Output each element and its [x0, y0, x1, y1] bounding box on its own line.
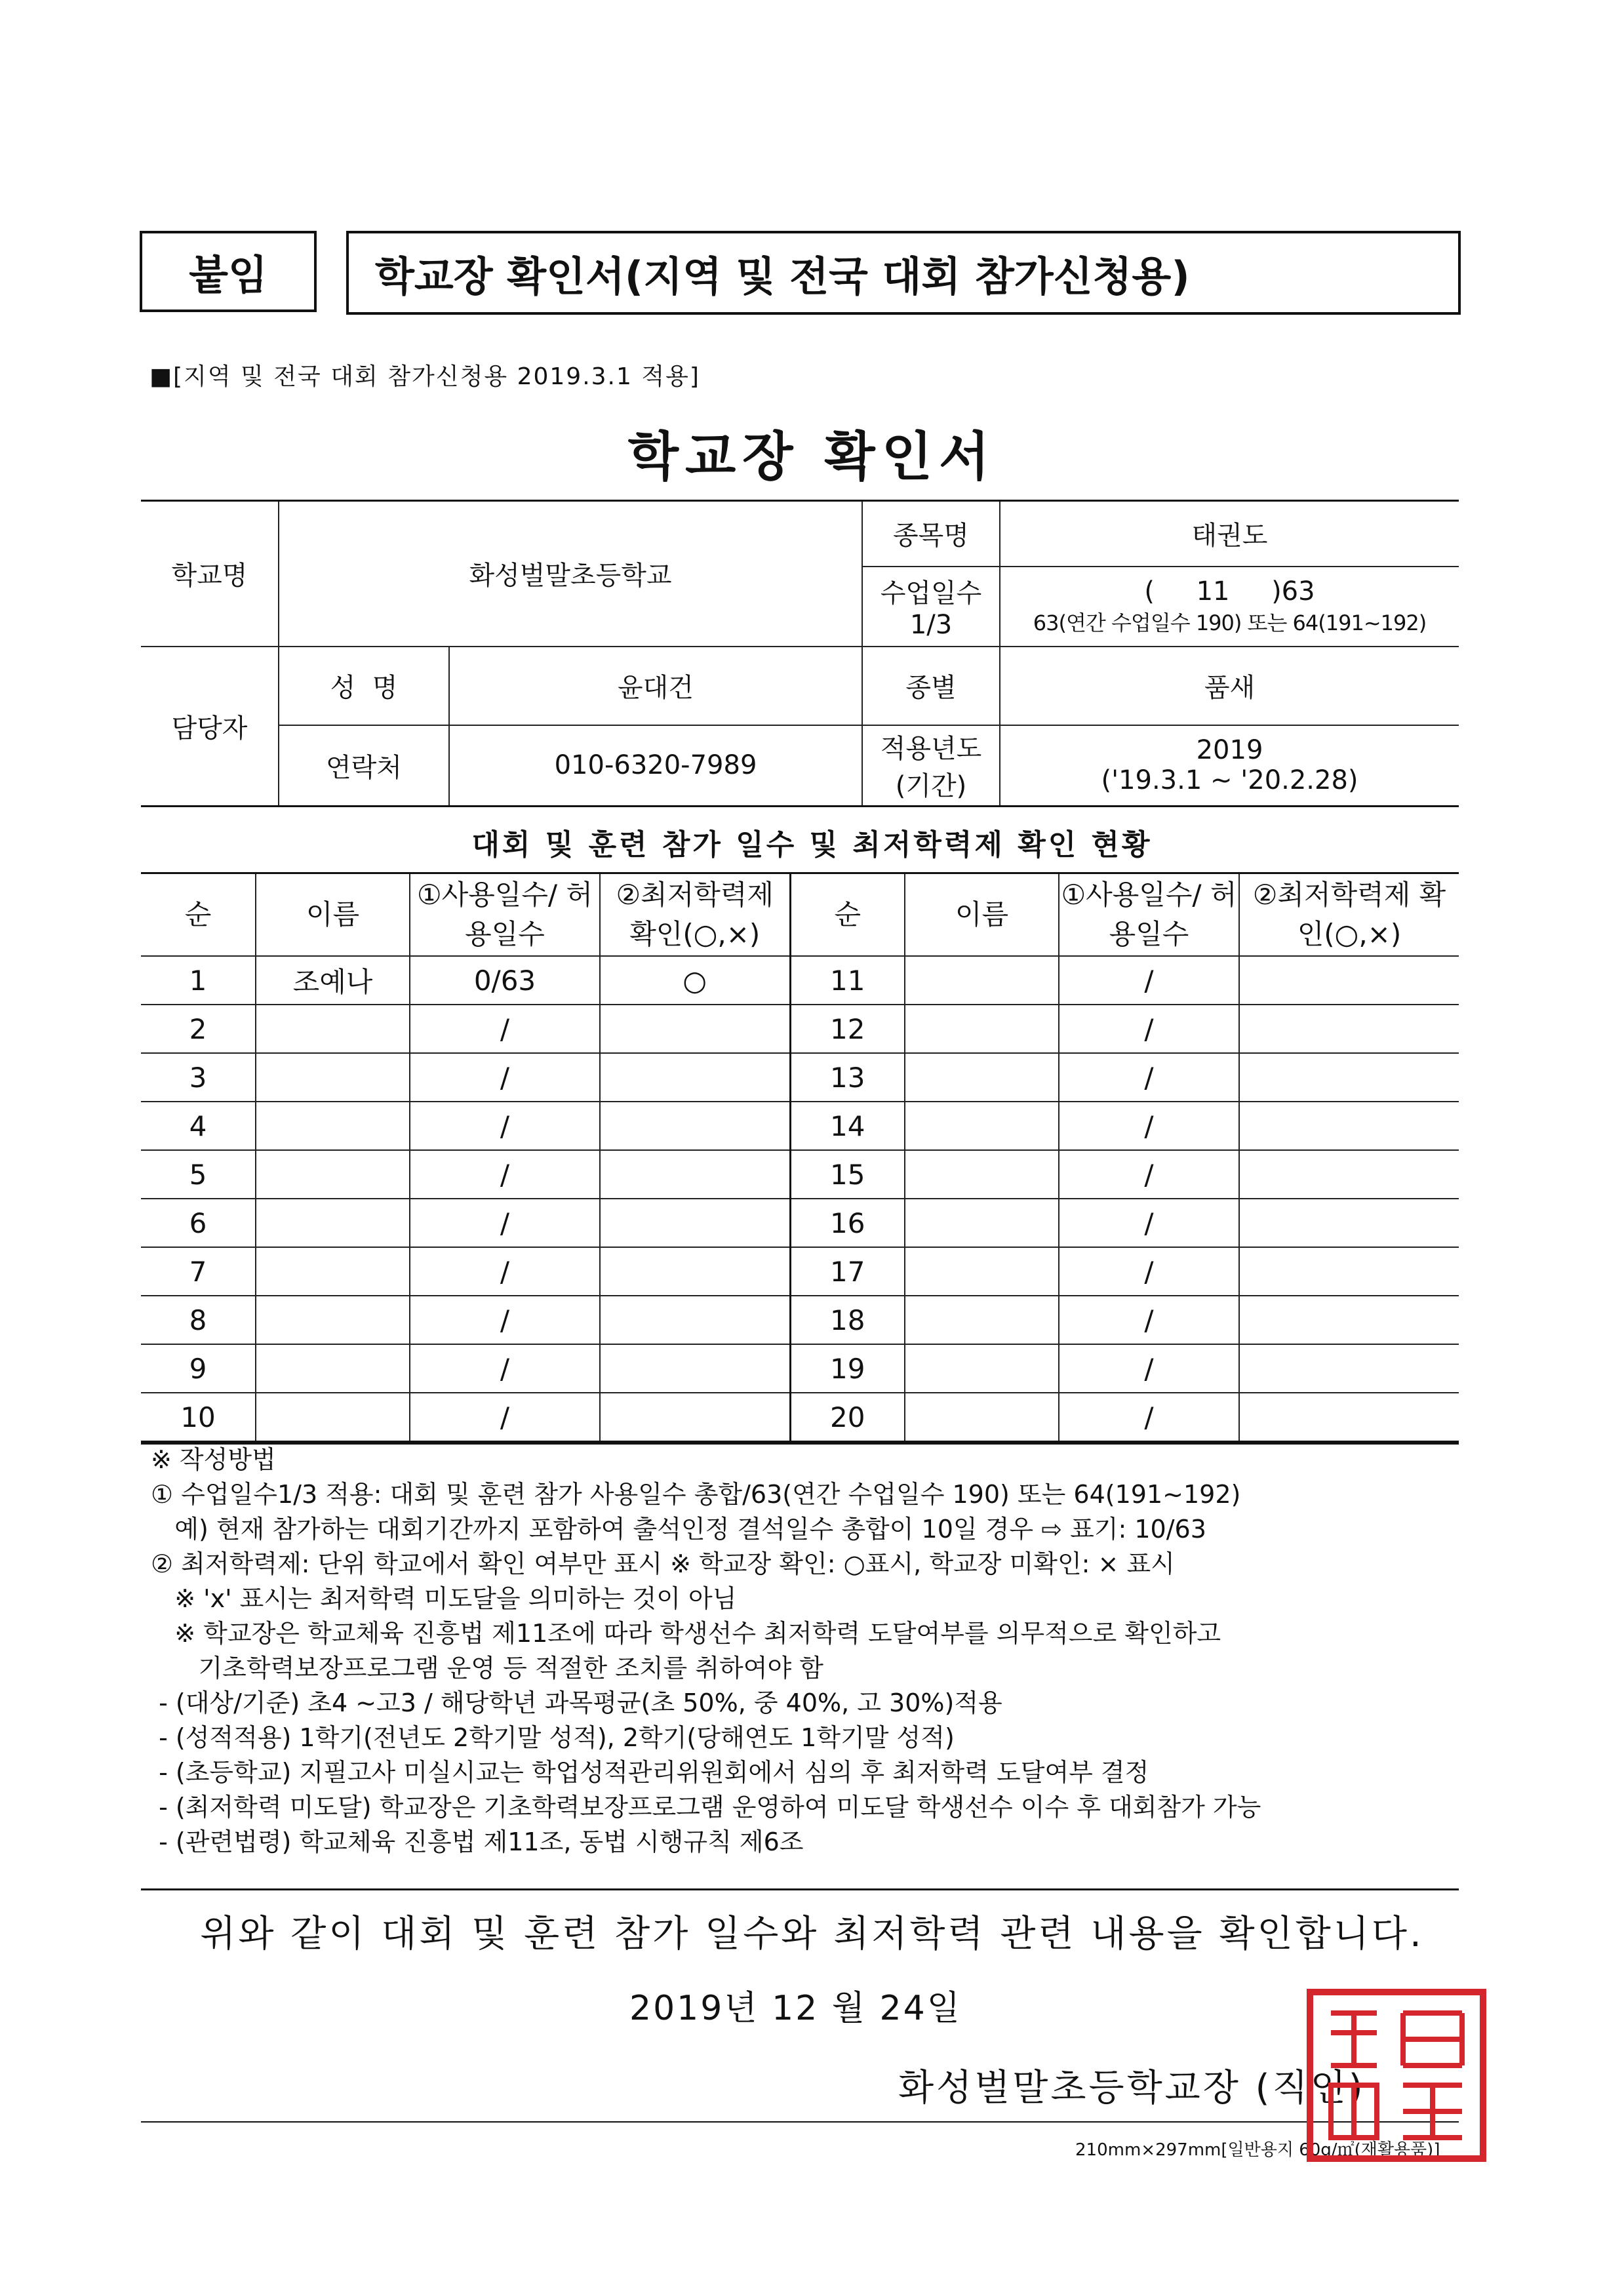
cell-name [256, 1247, 410, 1296]
cell-no: 10 [141, 1393, 256, 1442]
cell-days: / [1059, 1150, 1239, 1199]
note-line: - (초등학교) 지필고사 미실시교는 학업성적관리위원회에서 심의 후 최저학력 도달여부 결정 [151, 1758, 1149, 1787]
cell-days: / [410, 1393, 600, 1442]
header-check: ②최저학력제 확인(○,×) [600, 873, 790, 957]
cell-name [905, 1102, 1059, 1150]
cell-check [1239, 1247, 1459, 1296]
contact-value: 010-6320-7989 [449, 725, 862, 807]
cell-no: 2 [141, 1005, 256, 1053]
table-row [141, 956, 1459, 1005]
cell-days: / [1059, 1296, 1239, 1344]
cell-no: 18 [790, 1296, 905, 1344]
cell-check [600, 1344, 790, 1393]
name-value: 윤대건 [449, 647, 862, 725]
cell-days: / [1059, 1199, 1239, 1247]
cell-check [1239, 1344, 1459, 1393]
note-line: ※ 'x' 표시는 최저학력 미도달을 의미하는 것이 아님 [151, 1584, 737, 1613]
event-value: 태권도 [1000, 501, 1459, 567]
cell-no: 17 [790, 1247, 905, 1296]
cell-days: / [410, 1053, 600, 1102]
cell-name [905, 1247, 1059, 1296]
days-note: 63(연간 수업일수 190) 또는 64(191~192) [1033, 610, 1427, 635]
status-title: 대회 및 훈련 참가 일수 및 최저학력제 확인 현황 [471, 828, 1153, 862]
cell-name [256, 1150, 410, 1199]
note-line: - (관련법령) 학교체육 진흥법 제11조, 동법 시행규칙 제6조 [151, 1827, 804, 1856]
cell-no: 7 [141, 1247, 256, 1296]
table-row [141, 1150, 1459, 1199]
cell-name [256, 1199, 410, 1247]
cell-check [600, 1393, 790, 1442]
note-line: ② 최저학력제: 단위 학교에서 확인 여부만 표시 ※ 학교장 확인: ○표시, 학교장 미확인: × 표시 [151, 1549, 1175, 1578]
notes-divider [141, 1888, 1459, 1890]
year-label: 적용년도 (기간) [862, 725, 1000, 807]
cell-no: 6 [141, 1199, 256, 1247]
cell-check [600, 1296, 790, 1344]
cell-check [600, 1150, 790, 1199]
note-line: - (최저학력 미도달) 학교장은 기초학력보장프로그램 운영하여 미도달 학생선수 이수 후 대회참가 가능 [151, 1793, 1261, 1822]
cell-days: / [1059, 1005, 1239, 1053]
cell-check [600, 1005, 790, 1053]
table-row [141, 1053, 1459, 1102]
cell-days: / [410, 1005, 600, 1053]
cell-check [1239, 1150, 1459, 1199]
cell-no: 11 [790, 956, 905, 1005]
cell-days: / [1059, 1247, 1239, 1296]
note-line: - (대상/기준) 초4 ~고3 / 해당학년 과목평균(초 50%, 중 40%, 고 30%)적용 [151, 1688, 1002, 1717]
cell-check [600, 1102, 790, 1150]
year-cell [1000, 725, 1459, 807]
contact-label: 연락처 [279, 725, 449, 807]
school-label: 학교명 [141, 501, 279, 647]
cell-check [600, 1053, 790, 1102]
cell-no: 3 [141, 1053, 256, 1102]
table-row [141, 1296, 1459, 1344]
cell-days: / [410, 1344, 600, 1393]
cell-days: / [1059, 1344, 1239, 1393]
note-line: ※ 작성방법 [151, 1445, 276, 1474]
cell-no: 15 [790, 1150, 905, 1199]
cell-check [1239, 1393, 1459, 1442]
cell-days: / [410, 1296, 600, 1344]
cell-check [1239, 1296, 1459, 1344]
name-label: 성 명 [279, 647, 449, 725]
period-value: ('19.3.1 ~ '20.2.28) [1101, 765, 1358, 796]
cell-days: / [410, 1199, 600, 1247]
cell-name [905, 1150, 1059, 1199]
cell-no: 13 [790, 1053, 905, 1102]
cell-name [905, 1344, 1059, 1393]
cell-no: 19 [790, 1344, 905, 1393]
footer-text: 210mm×297mm[일반용지 60g/㎡(재활용품)] [1075, 2140, 1440, 2160]
cell-name [905, 1296, 1059, 1344]
table-row [141, 1005, 1459, 1053]
header-days: ①사용일수/ 허용일수 [1059, 873, 1239, 957]
cell-no: 9 [141, 1344, 256, 1393]
date-text: 2019년 12 월 24일 [629, 1989, 962, 2028]
cell-no: 1 [141, 956, 256, 1005]
table-row [141, 1102, 1459, 1150]
cell-check [600, 1247, 790, 1296]
cell-days: / [1059, 956, 1239, 1005]
cell-days: / [410, 1247, 600, 1296]
note-line: ① 수업일수1/3 적용: 대회 및 훈련 참가 사용일수 총합/63(연간 수업일수 190) 또는 64(191~192) [151, 1480, 1241, 1509]
cell-check: ○ [600, 956, 790, 1005]
cell-no: 5 [141, 1150, 256, 1199]
cell-name [256, 1296, 410, 1344]
form-title: 학교장 확인서(지역 및 전국 대회 참가신청용) [346, 231, 1461, 315]
cell-no: 4 [141, 1102, 256, 1150]
cell-name [905, 1393, 1059, 1442]
cell-no: 12 [790, 1005, 905, 1053]
table-row [141, 1199, 1459, 1247]
cell-check [600, 1199, 790, 1247]
cell-days: / [1059, 1393, 1239, 1442]
cell-name [905, 1199, 1059, 1247]
cell-days: / [410, 1150, 600, 1199]
cell-name [256, 1102, 410, 1150]
table-row [141, 1393, 1459, 1442]
note-line: - (성적적용) 1학기(전년도 2학기말 성적), 2학기(당해연도 1학기말 성적) [151, 1723, 955, 1752]
footer-divider [141, 2121, 1459, 2123]
cell-check [1239, 1199, 1459, 1247]
cell-name [905, 1005, 1059, 1053]
cell-check [1239, 1053, 1459, 1102]
status-table [141, 872, 1459, 1443]
header-name: 이름 [905, 873, 1059, 957]
cell-name [256, 1053, 410, 1102]
table-row [141, 1344, 1459, 1393]
cell-days: / [1059, 1053, 1239, 1102]
signer: 화성벌말초등학교장 (직인) [898, 2067, 1366, 2109]
cell-days: 0/63 [410, 956, 600, 1005]
doc-title: 학교장 확인서 [627, 426, 997, 487]
type-value: 품새 [1000, 647, 1459, 725]
cell-no: 16 [790, 1199, 905, 1247]
header-check: ②최저학력제 확인(○,×) [1239, 873, 1459, 957]
cell-name: 조예나 [256, 956, 410, 1005]
cell-check [1239, 1102, 1459, 1150]
year-value: 2019 [1196, 735, 1263, 766]
cell-days: / [410, 1102, 600, 1150]
notice-text: ■[지역 및 전국 대회 참가신청용 2019.3.1 적용] [149, 363, 700, 390]
days-cell [1000, 567, 1459, 647]
cell-name [256, 1005, 410, 1053]
cell-no: 14 [790, 1102, 905, 1150]
header-no: 순 [141, 873, 256, 957]
cell-name [256, 1344, 410, 1393]
days-label: 수업일수 1/3 [862, 567, 1000, 647]
note-line: 예) 현재 참가하는 대회기간까지 포함하여 출석인정 결석일수 총합이 10일 경우 ⇨ 표기: 10/63 [151, 1515, 1206, 1544]
attachment-label: 붙임 [140, 231, 317, 312]
cell-no: 20 [790, 1393, 905, 1442]
cell-days: / [1059, 1102, 1239, 1150]
header-days: ①사용일수/ 허용일수 [410, 873, 600, 957]
note-line: ※ 학교장은 학교체육 진흥법 제11조에 따라 학생선수 최저학력 도달여부를 의무적으로 확인하고 [151, 1619, 1221, 1648]
table-row [141, 1247, 1459, 1296]
school-name: 화성벌말초등학교 [279, 501, 862, 647]
cell-name [905, 1053, 1059, 1102]
note-line: 기초학력보장프로그램 운영 등 적절한 조치를 취하여야 함 [151, 1654, 823, 1683]
event-label: 종목명 [862, 501, 1000, 567]
cell-name [905, 956, 1059, 1005]
cell-check [1239, 1005, 1459, 1053]
header-no: 순 [790, 873, 905, 957]
confirm-text: 위와 같이 대회 및 훈련 참가 일수와 최저학력 관련 내용을 확인합니다. [200, 1913, 1424, 1955]
cell-check [1239, 956, 1459, 1005]
type-label: 종별 [862, 647, 1000, 725]
info-table [141, 500, 1459, 807]
header-name: 이름 [256, 873, 410, 957]
cell-name [256, 1393, 410, 1442]
notes [151, 1443, 1469, 1860]
school-seal-icon [1305, 1987, 1488, 2164]
manager-label: 담당자 [141, 647, 279, 807]
days-value: ( 11 )63 [1144, 576, 1315, 607]
cell-no: 8 [141, 1296, 256, 1344]
